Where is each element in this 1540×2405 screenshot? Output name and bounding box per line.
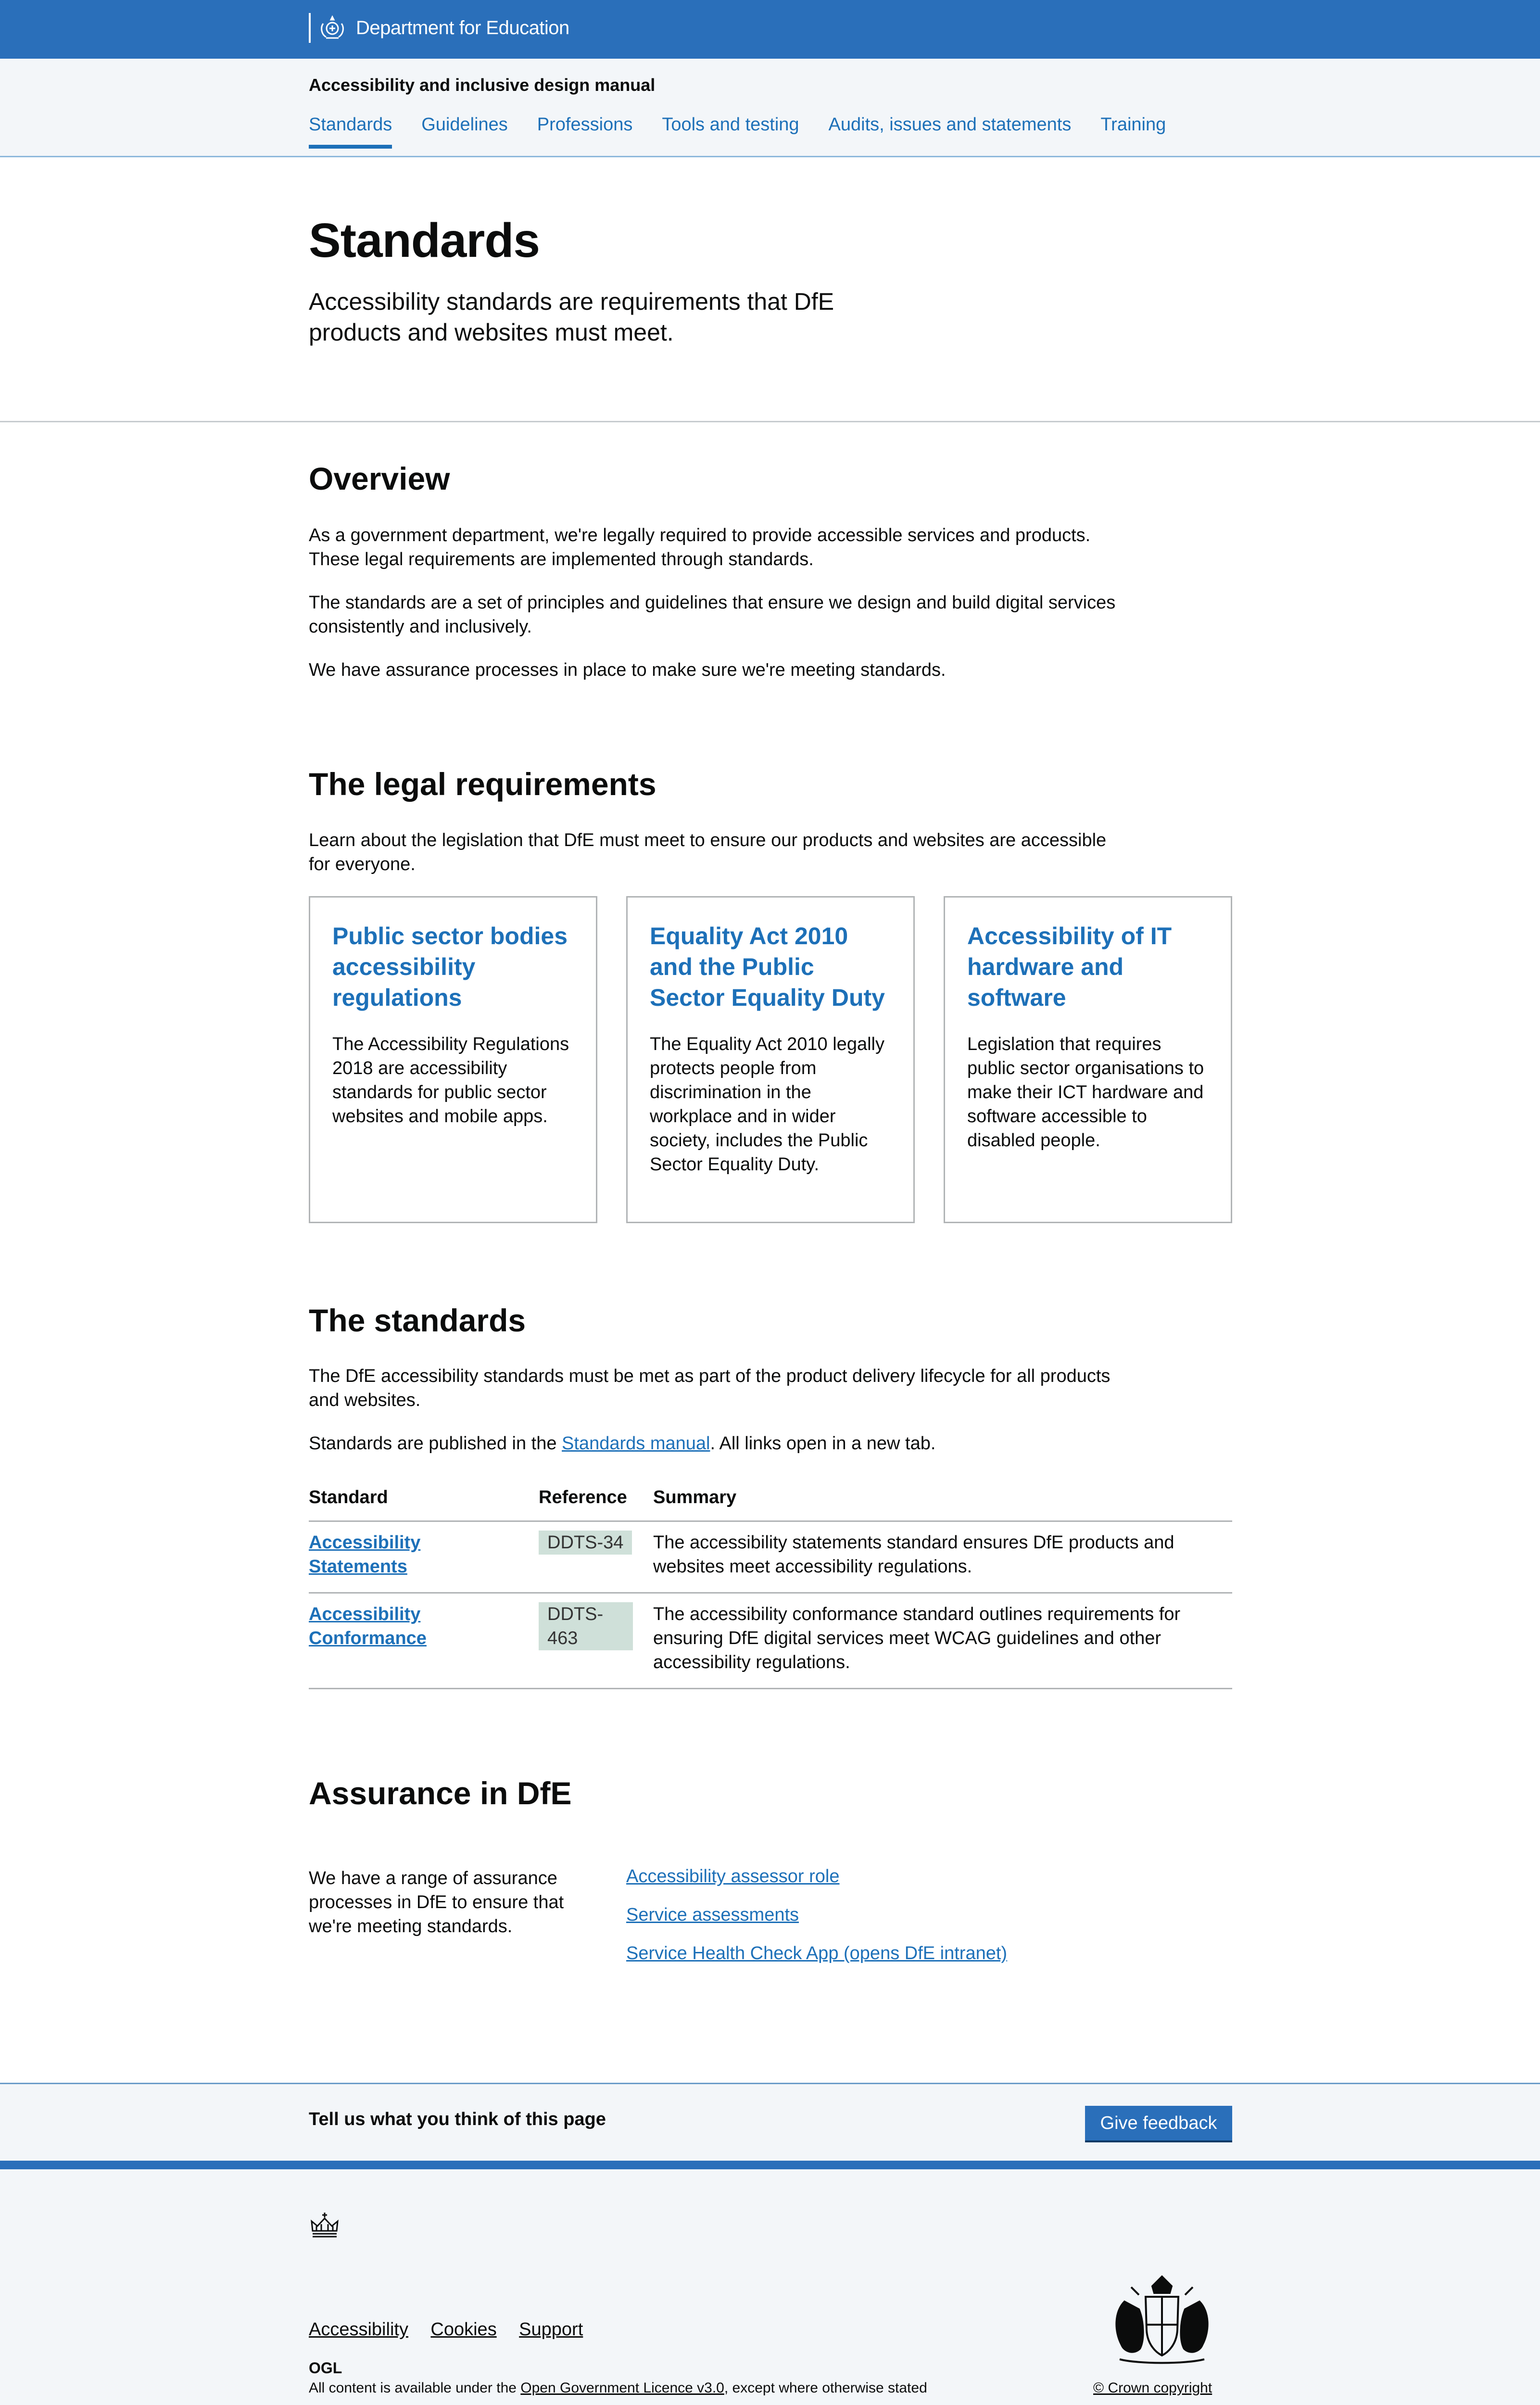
card-description: The Accessibility Regulations 2018 are accessibility standards for public sector websites and mobile apps. bbox=[332, 1034, 569, 1127]
department-brand[interactable] bbox=[309, 13, 569, 42]
primary-nav bbox=[309, 114, 1195, 148]
footer-cookies-link[interactable]: Cookies bbox=[430, 2319, 497, 2340]
card-title[interactable]: Equality Act 2010 and the Public Sector Equality Duty bbox=[650, 923, 885, 1011]
paragraph-text: . All links open in a new tab. bbox=[710, 1433, 936, 1454]
card-title[interactable]: Accessibility of IT hardware and software bbox=[967, 923, 1172, 1011]
standard-summary: The accessibility conformance standard outlines requirements for ensuring DfE digital services meet WCAG guidelines and other accessibility regulations. bbox=[653, 1593, 1232, 1689]
service-health-check-link[interactable]: Service Health Check App (opens DfE intranet) bbox=[626, 1943, 1008, 1963]
card-description: Legislation that requires public sector organisations to make their ICT hardware and software accessible to disabled people. bbox=[967, 1034, 1204, 1151]
nav-tools-and-testing[interactable]: Tools and testing bbox=[662, 114, 799, 135]
reference-tag: DDTS-34 bbox=[539, 1531, 632, 1555]
legal-requirements-heading: The legal requirements bbox=[309, 766, 656, 802]
card-it-hardware-software[interactable] bbox=[944, 896, 1232, 1223]
card-equality-act[interactable] bbox=[626, 896, 915, 1223]
standards-table bbox=[309, 1482, 1232, 1689]
assessor-role-link[interactable]: Accessibility assessor role bbox=[626, 1866, 840, 1886]
service-assessments-link[interactable]: Service assessments bbox=[626, 1905, 799, 1925]
reference-tag: DDTS-463 bbox=[539, 1602, 633, 1650]
table-header-row bbox=[309, 1482, 1232, 1521]
page-lead: Accessibility standards are requirements that DfE products and websites must meet. bbox=[309, 288, 834, 346]
licence-text: All content is available under the bbox=[309, 2380, 521, 2396]
standard-link[interactable]: Accessibility Statements bbox=[309, 1532, 421, 1577]
nav-training[interactable]: Training bbox=[1100, 114, 1166, 135]
page-title: Standards bbox=[309, 214, 540, 267]
legal-intro: Learn about the legislation that DfE must meet to ensure our products and websites are accessible for everyone. bbox=[309, 830, 1107, 874]
ogl-logo-text: OGL bbox=[309, 2360, 342, 2376]
brand-divider bbox=[309, 13, 311, 43]
crown-icon bbox=[309, 2212, 341, 2239]
paragraph-text: Standards are published in the bbox=[309, 1433, 562, 1454]
card-title[interactable]: Public sector bodies accessibility regulations bbox=[332, 923, 568, 1011]
nav-professions[interactable]: Professions bbox=[537, 114, 633, 135]
feedback-bar bbox=[0, 2083, 1540, 2161]
nav-guidelines[interactable]: Guidelines bbox=[421, 114, 508, 135]
standards-manual-link[interactable]: Standards manual bbox=[562, 1433, 710, 1454]
nav-audits-issues-statements[interactable]: Audits, issues and statements bbox=[828, 114, 1072, 135]
ogl-licence-link[interactable]: Open Government Licence v3.0 bbox=[520, 2380, 724, 2396]
column-header-reference: Reference bbox=[539, 1482, 653, 1521]
department-name: Department for Education bbox=[356, 17, 569, 38]
table-row bbox=[309, 1521, 1232, 1593]
overview-heading: Overview bbox=[309, 461, 450, 496]
top-header-bar bbox=[0, 0, 1540, 59]
nav-standards[interactable]: Standards bbox=[309, 114, 392, 148]
standards-heading: The standards bbox=[309, 1303, 526, 1338]
dfe-crest-icon bbox=[317, 14, 347, 42]
royal-coat-of-arms-icon bbox=[1105, 2268, 1219, 2369]
card-description: The Equality Act 2010 legally protects people from discrimination in the workplace and in wider society, includes the Public Sector Equality Duty. bbox=[650, 1034, 884, 1175]
column-header-standard: Standard bbox=[309, 1482, 539, 1521]
overview-paragraph-3: We have assurance processes in place to make sure we're meeting standards. bbox=[309, 660, 946, 680]
give-feedback-button[interactable]: Give feedback bbox=[1085, 2106, 1232, 2142]
table-row bbox=[309, 1593, 1232, 1689]
footer bbox=[0, 2161, 1540, 2405]
section-divider bbox=[0, 421, 1540, 422]
overview-paragraph-1: As a government department, we're legally required to provide accessible services and products. These legal requirements are implemented through standards. bbox=[309, 525, 1091, 570]
footer-accessibility-link[interactable]: Accessibility bbox=[309, 2319, 408, 2340]
footer-links bbox=[309, 2319, 603, 2340]
crown-copyright-link[interactable]: © Crown copyright bbox=[1093, 2380, 1212, 2396]
licence-statement bbox=[309, 2380, 927, 2396]
footer-support-link[interactable]: Support bbox=[519, 2319, 583, 2340]
overview-paragraph-2: The standards are a set of principles and guidelines that ensure we design and build digital services consistently and inclusively. bbox=[309, 593, 1116, 637]
standard-summary: The accessibility statements standard ensures DfE products and websites meet accessibility regulations. bbox=[653, 1521, 1232, 1593]
card-public-sector-regulations[interactable] bbox=[309, 896, 597, 1223]
column-header-summary: Summary bbox=[653, 1482, 1232, 1521]
standard-link[interactable]: Accessibility Conformance bbox=[309, 1604, 427, 1648]
ogl-logo-icon bbox=[309, 2360, 349, 2376]
assurance-heading: Assurance in DfE bbox=[309, 1775, 572, 1811]
feedback-prompt: Tell us what you think of this page bbox=[309, 2109, 606, 2129]
standards-paragraph-2 bbox=[309, 1431, 1126, 1456]
standards-paragraph-1: The DfE accessibility standards must be met as part of the product delivery lifecycle for all products and websites. bbox=[309, 1366, 1111, 1410]
service-name[interactable]: Accessibility and inclusive design manual bbox=[309, 75, 656, 95]
assurance-text: We have a range of assurance processes in DfE to ensure that we're meeting standards. bbox=[309, 1868, 564, 1937]
licence-text: , except where otherwise stated bbox=[724, 2380, 927, 2396]
